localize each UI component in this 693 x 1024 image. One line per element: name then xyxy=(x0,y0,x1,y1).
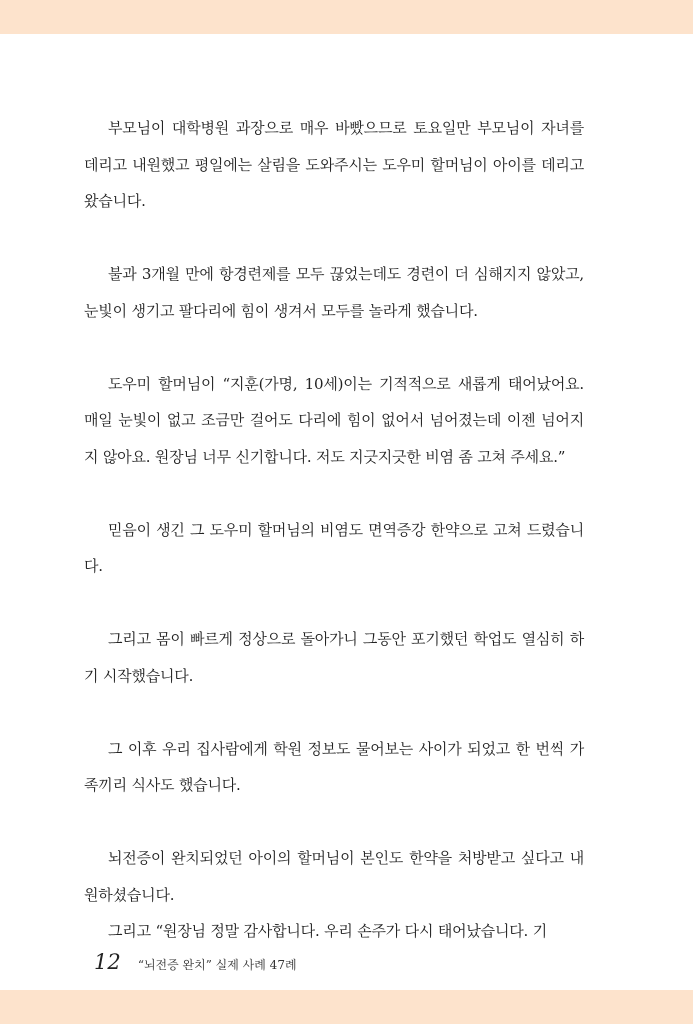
paragraph: 부모님이 대학병원 과장으로 매우 바빴으므로 토요일만 부모님이 자녀를 데리고 내원했고 평일에는 살림을 도와주시는 도우미 할머님이 아이를 데리고 왔습니다. xyxy=(84,119,584,210)
paragraph: 불과 3개월 만에 항경련제를 모두 끊었는데도 경련이 더 심해지지 않았고, 눈빛이 생기고 팔다리에 힘이 생겨서 모두를 놀라게 했습니다. xyxy=(84,265,584,320)
top-color-band xyxy=(0,0,693,34)
paragraph: 그 이후 우리 집사람에게 학원 정보도 물어보는 사이가 되었고 한 번씩 가족끼리 식사도 했습니다. xyxy=(84,739,584,794)
paragraph: 믿음이 생긴 그 도우미 할머님의 비염도 면역증강 한약으로 고쳐 드렸습니다. xyxy=(84,520,584,575)
paragraph: 그리고 몸이 빠르게 정상으로 돌아가니 그동안 포기했던 학업도 열심히 하기 시작했습니다. xyxy=(84,630,584,685)
page-footer xyxy=(94,950,297,978)
page-body xyxy=(84,110,584,950)
page-number: 12 xyxy=(94,950,121,974)
bottom-color-band xyxy=(0,990,693,1024)
paragraph: 그리고 “원장님 정말 감사합니다. 우리 손주가 다시 태어났습니다. 기 xyxy=(108,922,547,940)
paragraph: 뇌전증이 완치되었던 아이의 할머님이 본인도 한약을 처방받고 싶다고 내원하셨습니다. xyxy=(84,849,584,904)
paragraph: 도우미 할머님이 “지훈(가명, 10세)이는 기적적으로 새롭게 태어났어요. 매일 눈빛이 없고 조금만 걸어도 다리에 힘이 없어서 넘어졌는데 이젠 넘어지지 않아요. 원장님 너무 신기합니다. 저도 지긋지긋한 비염 좀 고쳐 주세요.” xyxy=(84,374,584,466)
running-title: “뇌전증 완치” 실제 사례 47례 xyxy=(137,958,297,972)
